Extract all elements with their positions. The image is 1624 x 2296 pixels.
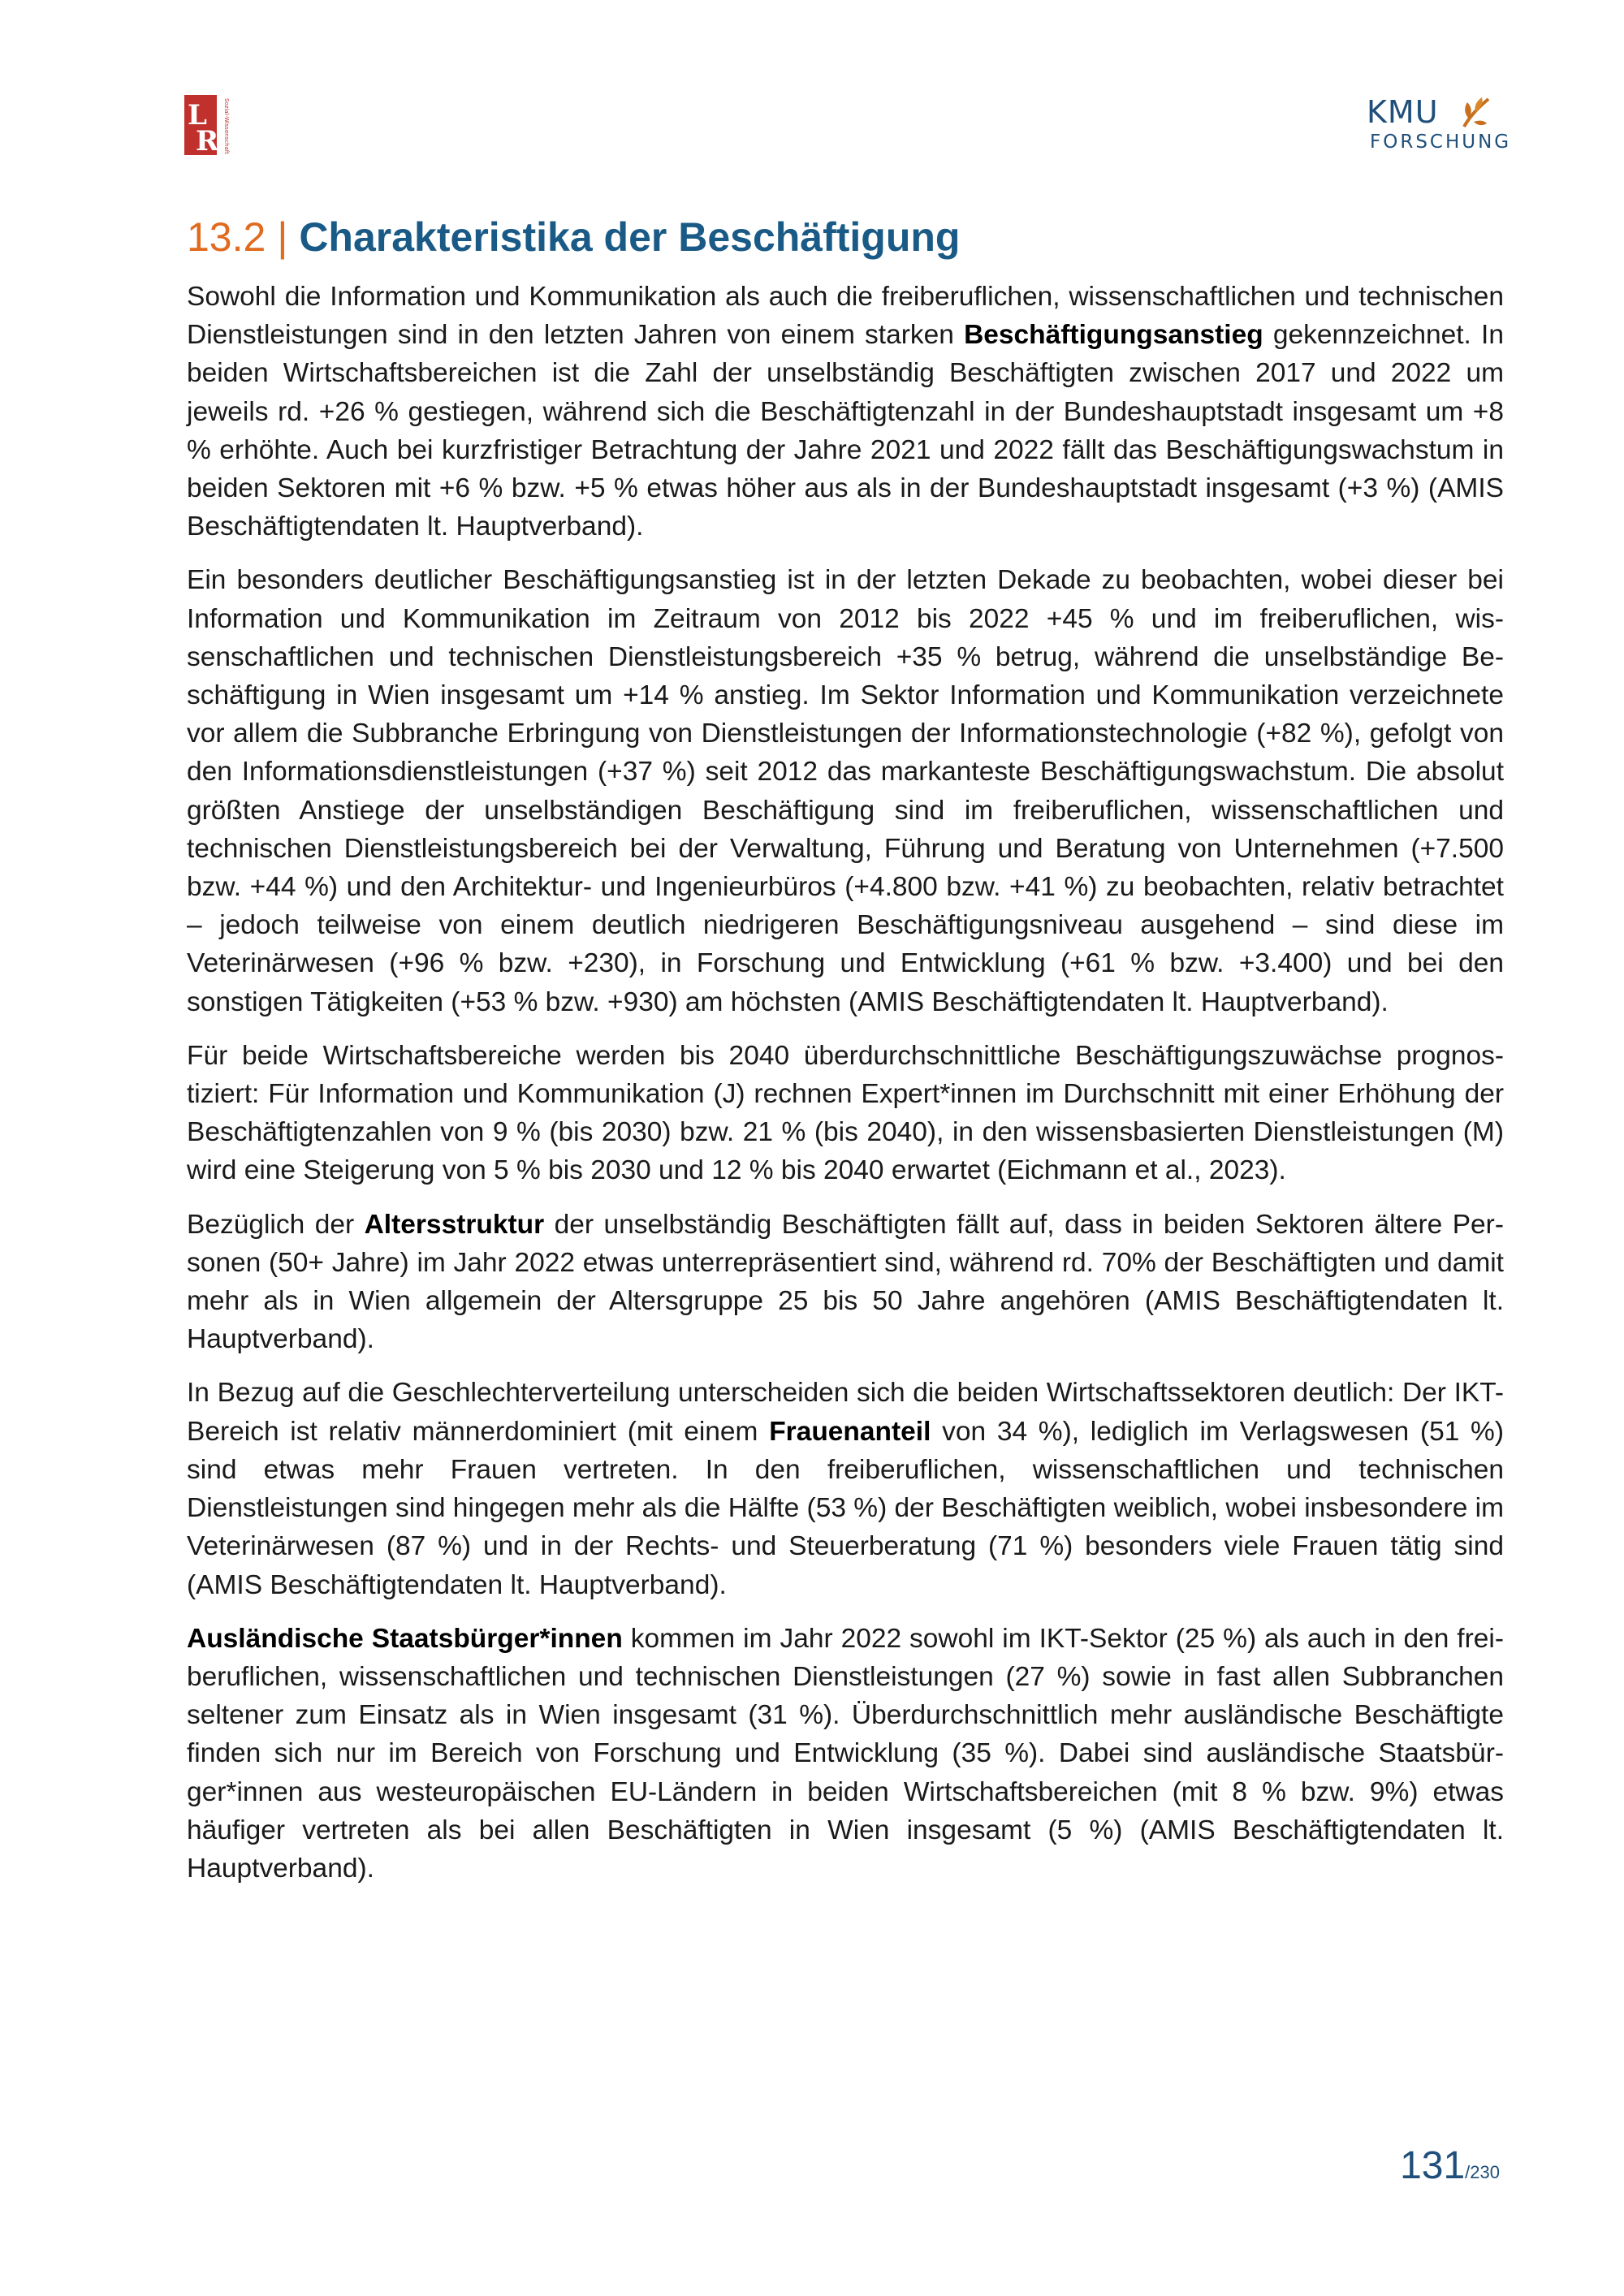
bold-keyword: Ausländische Staatsbürger*innen — [187, 1623, 623, 1654]
paragraph — [187, 278, 1504, 546]
text-run: gekennzeichnet. In beiden Wirtschaftsbereichen ist die Zahl der unselbständig Beschäftigten zwischen 2017 und 2022 um jeweils rd. +26 % gestiegen, während sich die Beschäftigtenzahl in der Bundeshauptstadt insgesamt um +8 % erhöhte. Auch bei kurzfristiger Betrachtung der Jahre 2021 und 2022 fällt das Beschäftigungswachstum in beiden Sektoren mit +6 % bzw. +5 % etwas höher aus als in der Bundeshauptstadt insgesamt (+3 %) (AMIS Beschäftigtendaten lt. Hauptverband). — [187, 320, 1504, 542]
text-run: In Bezug auf die Geschlechterverteilung unterscheiden sich die beiden Wirtschaftssektoren deutlich: Der IKT-Bereich ist relativ männerdominiert (mit einem — [187, 1378, 1504, 1447]
section-heading — [187, 208, 960, 266]
text-run: Sowohl die Information und Kommunikation als auch die freiberuflichen, wissenschaftlichen und technischen Dienstleistungen sind in den letzten Jahren von einem starken — [187, 282, 1504, 351]
section-title: Charakteristika der Beschäftigung — [299, 214, 961, 260]
text-run: der unselbständig Beschäftigten fällt auf, dass in beiden Sektoren ältere Personen (50+ Jahre) im Jahr 2022 etwas unterrepräsentiert sind, während rd. 70% der Beschäftigten und damit mehr als in Wien allgemein der Altersgruppe 25 bis 50 Jahre angehören (AMIS Beschäftigtendaten lt. Hauptverband). — [187, 1209, 1504, 1355]
paragraph — [187, 1620, 1504, 1888]
page-number — [1400, 2143, 1500, 2188]
svg-text:Sozial-Wissenschaft: Sozial-Wissenschaft — [223, 98, 230, 154]
bold-keyword: Altersstruktur — [364, 1209, 545, 1240]
bold-keyword: Frauenanteil — [769, 1416, 931, 1447]
bold-keyword: Beschäftigungsanstieg — [964, 320, 1263, 351]
svg-text:R: R — [196, 125, 219, 155]
kmu-forschung-logo — [1367, 91, 1512, 158]
paragraph — [187, 1206, 1504, 1359]
text-run: von 34 %), lediglich im Verlagswesen (51 %) sind etwas mehr Frauen vertreten. In den freiberuflichen, wissenschaftlichen und technischen Dienstleistungen sind hingegen mehr als die Hälfte (53 %) der Beschäftigten weiblich, wobei insbesondere im Veterinärwesen (87 %) und in der Rechts- und Steuerberatung (71 %) besonders viele Frauen tätig sind (AMIS Beschäftigtendaten lt. Hauptverband). — [187, 1416, 1504, 1600]
text-run: kommen im Jahr 2022 sowohl im IKT-Sektor (25 %) als auch in den freiberuflichen, wissenschaftlichen und technischen Dienstleistungen (27 %) sowie in fast allen Subbranchen seltener zum Einsatz als in Wien insgesamt (31 %). Überdurchschnittlich mehr ausländische Beschäftigte finden sich nur im Bereich von Forschung und Entwicklung (35 %). Dabei sind ausländische Staatsbürger*innen aus westeuropäischen EU-Ländern in beiden Wirtschaftsbereichen (mit 8 % bzw. 9%) etwas häufiger vertreten als bei allen Beschäftigten in Wien insgesamt (5 %) (AMIS Beschäftigtendaten lt. Hauptverband). — [187, 1623, 1504, 1884]
text-run: Bezüglich der — [187, 1209, 365, 1240]
paragraph — [187, 1037, 1504, 1190]
lr-logo — [184, 95, 241, 155]
paragraph — [187, 561, 1504, 1021]
svg-text:L: L — [188, 99, 207, 132]
body-text — [187, 278, 1504, 1903]
section-separator: | — [277, 214, 288, 260]
leaf-icon — [1459, 94, 1492, 130]
page-total: /230 — [1465, 2162, 1500, 2182]
section-number: 13.2 — [187, 214, 266, 260]
page-current: 131 — [1400, 2144, 1466, 2187]
text-run: Ein besonders deutlicher Beschäftigungsanstieg ist in der letzten Dekade zu beobachten, wobei dieser bei Information und Kommunikation im Zeitraum von 2012 bis 2022 +45 % und im freiberuflichen, wissenschaftlichen und technischen Dienstleistungsbereich +35 % betrug, während die unselbständige Beschäftigung in Wien insgesamt um +14 % anstieg. Im Sektor Information und Kommunikation verzeichnete vor allem die Subbranche Erbringung von Dienstleistungen der Informationstechnologie (+82 %), gefolgt von den Informationsdienstleistungen (+37 %) seit 2012 das markanteste Beschäftigungswachstum. Die absolut größten Anstiege der unselbständigen Beschäftigung sind im freiberuflichen, wissenschaftlichen und technischen Dienstleistungsbereich bei der Verwaltung, Führung und Beratung von Unternehmen (+7.500 bzw. +44 %) und den Architektur- und Ingenieurbüros (+4.800 bzw. +41 %) zu beobachten, relativ betrachtet – jedoch teilweise von einem deutlich niedrigeren Beschäftigungsniveau ausgehend – sind diese im Veterinärwesen (+96 % bzw. +230), in Forschung und Entwicklung (+61 % bzw. +3.400) und bei den sonstigen Tätigkeiten (+53 % bzw. +930) am höchsten (AMIS Beschäftigtendaten lt. Hauptverband). — [187, 565, 1504, 1017]
text-run: Für beide Wirtschaftsbereiche werden bis 2040 überdurchschnittliche Beschäftigungszuwächse prognostiziert: Für Information und Kommunikation (J) rechnen Expert*innen im Durchschnitt mit einer Erhöhung der Beschäftigtenzahlen von 9 % (bis 2030) bzw. 21 % (bis 2040), in den wissensbasierten Dienstleistungen (M) wird eine Steigerung von 5 % bis 2030 und 12 % bis 2040 erwartet (Eichmann et al., 2023). — [187, 1040, 1504, 1186]
kmu-logo-sub: FORSCHUNG — [1370, 132, 1512, 153]
paragraph — [187, 1374, 1504, 1603]
kmu-logo-main: KMU — [1367, 94, 1439, 130]
